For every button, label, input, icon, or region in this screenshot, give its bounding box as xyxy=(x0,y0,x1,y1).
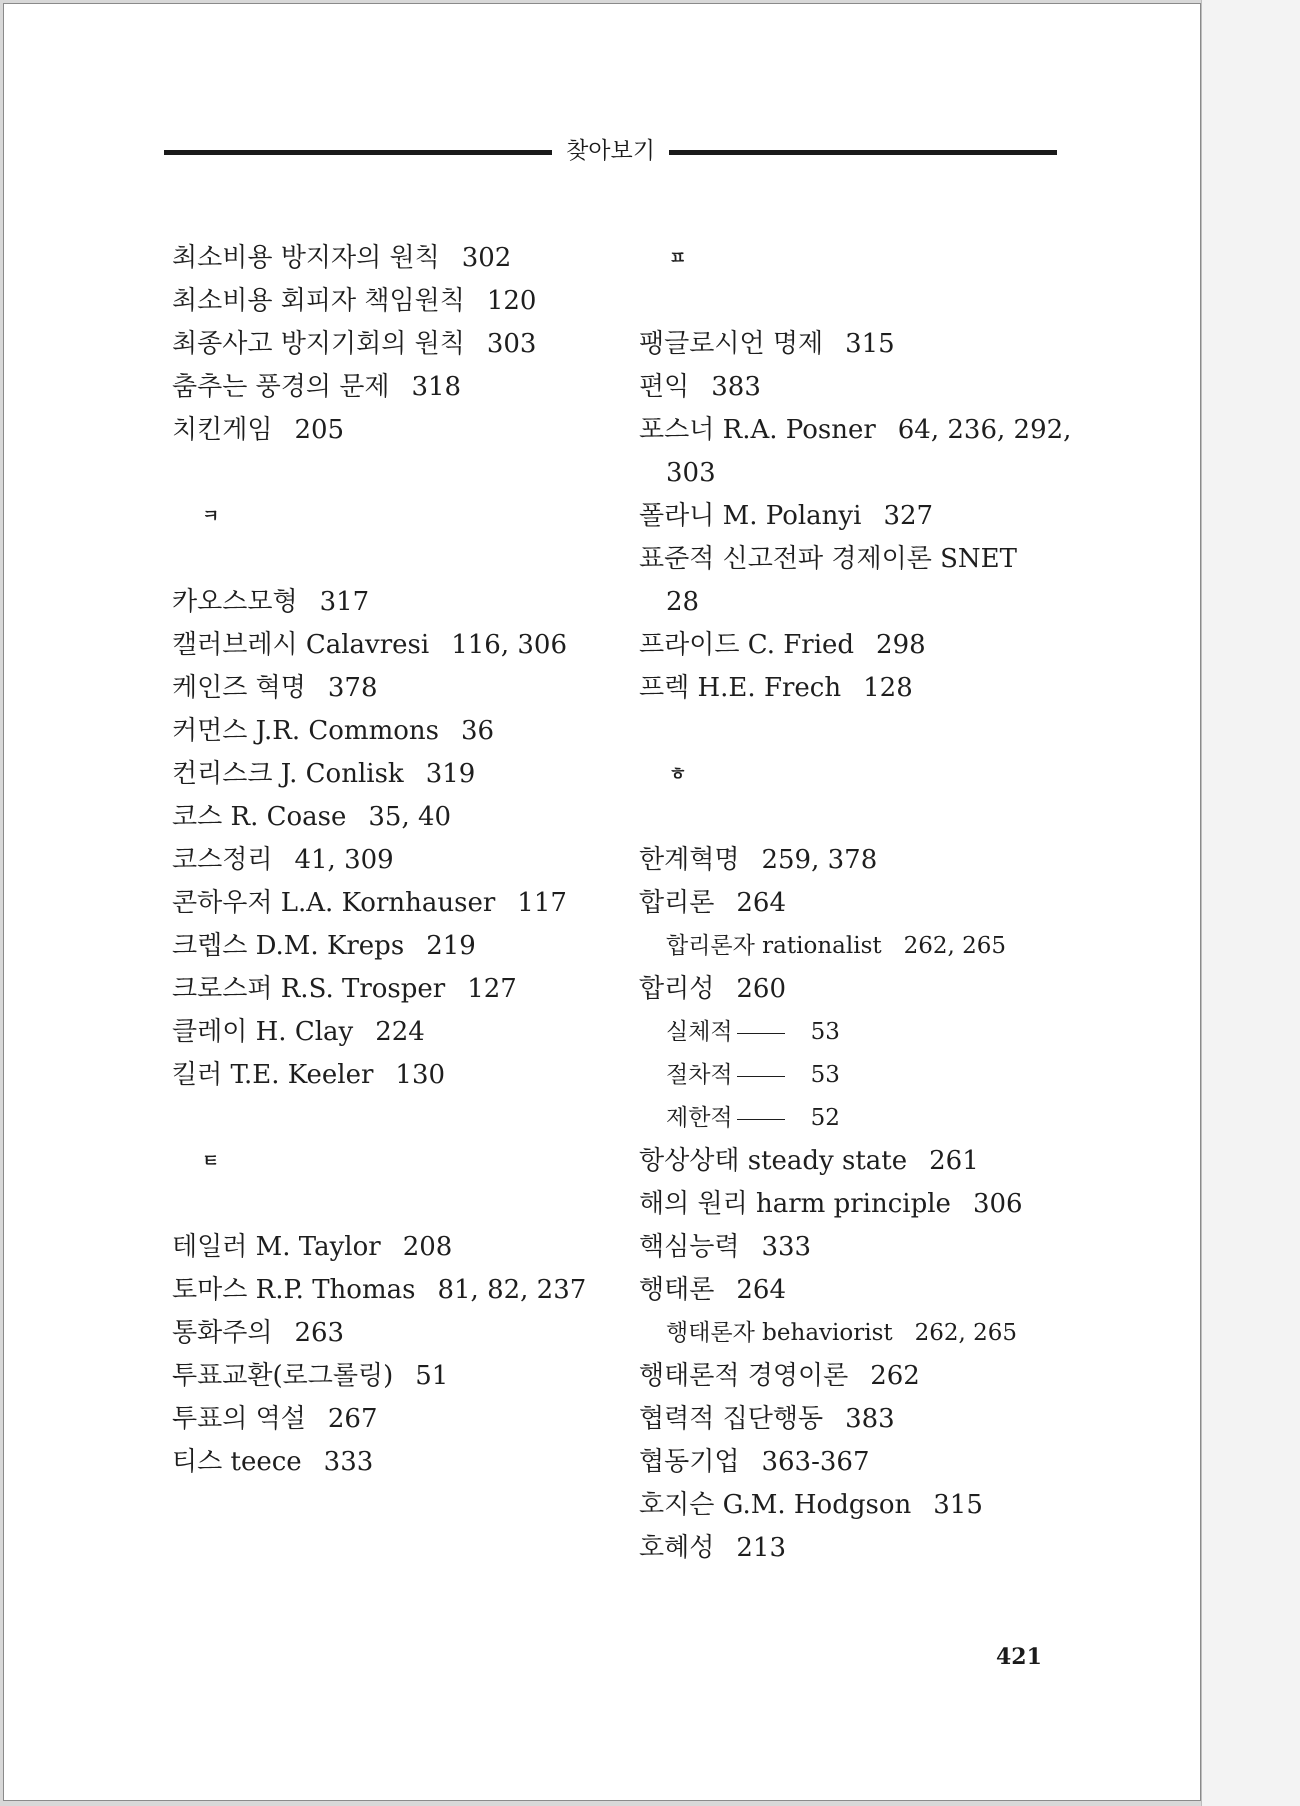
index-pages: 127 xyxy=(467,974,517,1004)
header-rule-left xyxy=(164,150,552,155)
index-term: 크렙스 D.M. Kreps xyxy=(172,931,405,961)
index-term: 항상상태 steady state xyxy=(639,1146,908,1176)
index-pages: 53 xyxy=(810,1062,840,1088)
index-pages: 130 xyxy=(395,1060,446,1090)
page-title: 찾아보기 xyxy=(566,138,655,164)
index-pages: 317 xyxy=(319,587,370,617)
index-entry xyxy=(639,323,1109,366)
index-term: 컨리스크 J. Conlisk xyxy=(172,759,404,789)
index-term: 테일러 M. Taylor xyxy=(172,1232,381,1262)
index-pages: 260 xyxy=(736,974,786,1004)
index-term: 합리성 xyxy=(639,974,715,1004)
section-letter-heading: ㅌ xyxy=(202,1151,220,1172)
index-column-left xyxy=(172,237,622,1484)
index-subentry xyxy=(639,1054,1109,1097)
index-pages: 264 xyxy=(736,1275,786,1305)
index-term: 한계혁명 xyxy=(639,845,740,875)
index-term: 콘하우저 L.A. Kornhauser xyxy=(172,888,496,918)
index-pages: 318 xyxy=(411,372,462,402)
index-pages: 319 xyxy=(425,759,476,789)
index-term: 코스정리 xyxy=(172,845,273,875)
spacer xyxy=(172,1097,622,1140)
index-pages: 208 xyxy=(402,1232,453,1262)
index-term: 최종사고 방지기회의 원칙 xyxy=(172,329,465,359)
index-term: 킬러 T.E. Keeler xyxy=(172,1060,374,1090)
index-pages: 262, 265 xyxy=(903,933,1007,959)
index-entry xyxy=(639,1140,1109,1183)
index-term: 합리론자 rationalist xyxy=(666,933,882,959)
index-term: 카오스모형 xyxy=(172,587,298,617)
index-entry xyxy=(172,1269,622,1312)
repeat-term-dash xyxy=(737,1033,785,1034)
index-term: 통화주의 xyxy=(172,1318,273,1348)
index-entry xyxy=(639,538,1109,581)
index-pages: 224 xyxy=(375,1017,425,1047)
index-term: 실체적 xyxy=(666,1019,733,1045)
index-pages: 262, 265 xyxy=(914,1320,1018,1346)
index-entry xyxy=(639,1355,1109,1398)
index-pages: 259, 378 xyxy=(761,845,878,875)
index-term: 폴라니 M. Polanyi xyxy=(639,501,862,531)
index-pages: 327 xyxy=(883,501,934,531)
index-pages: 213 xyxy=(736,1533,786,1563)
spacer xyxy=(172,452,622,495)
index-term: 팽글로시언 명제 xyxy=(639,329,824,359)
index-term: 투표교환(로그롤링) xyxy=(172,1361,394,1391)
index-entry xyxy=(172,1312,622,1355)
index-term: 프라이드 C. Fried xyxy=(639,630,855,660)
index-term: 제한적 xyxy=(666,1105,733,1131)
index-term: 핵심능력 xyxy=(639,1232,740,1262)
index-term: 크로스퍼 R.S. Trosper xyxy=(172,974,446,1004)
index-pages: 53 xyxy=(810,1019,840,1045)
index-pages: 333 xyxy=(761,1232,812,1262)
index-pages: 219 xyxy=(426,931,476,961)
index-term: 행태론 xyxy=(639,1275,715,1305)
index-pages: 261 xyxy=(929,1146,979,1176)
index-entry xyxy=(172,237,622,280)
section-letter-heading: ㅍ xyxy=(669,248,687,269)
index-term: 호혜성 xyxy=(639,1533,715,1563)
index-entry xyxy=(172,1441,622,1484)
index-entry xyxy=(639,1183,1109,1226)
index-term: 절차적 xyxy=(666,1062,733,1088)
index-entry xyxy=(172,624,622,667)
index-entry xyxy=(172,1226,622,1269)
index-pages: 378 xyxy=(327,673,378,703)
viewer-background xyxy=(1201,0,1300,1806)
document-page xyxy=(3,3,1201,1801)
index-pages: 35, 40 xyxy=(368,802,452,832)
page-number: 421 xyxy=(996,1644,1042,1670)
index-term: 치킨게임 xyxy=(172,415,273,445)
section-letter-heading: ㅋ xyxy=(202,506,220,527)
spacer xyxy=(639,796,1109,839)
index-entry xyxy=(639,409,1109,452)
index-pages: 117 xyxy=(517,888,567,918)
page-header xyxy=(164,131,1057,171)
index-entry xyxy=(639,495,1109,538)
index-entry xyxy=(172,710,622,753)
repeat-term-dash xyxy=(737,1119,785,1120)
index-pages: 383 xyxy=(711,372,761,402)
index-term: 표준적 신고전파 경제이론 SNET xyxy=(639,544,1017,574)
index-entry xyxy=(172,753,622,796)
index-pages: 36 xyxy=(460,716,495,746)
index-term: 편익 xyxy=(639,372,690,402)
index-entry xyxy=(172,409,622,452)
section-letter-heading: ㅎ xyxy=(669,764,687,785)
index-term: 프렉 H.E. Frech xyxy=(639,673,842,703)
index-pages: 306 xyxy=(972,1189,1023,1219)
index-term: 커먼스 J.R. Commons xyxy=(172,716,439,746)
repeat-term-dash xyxy=(737,1076,785,1077)
index-entry-continuation: 28 xyxy=(666,587,700,617)
index-entry xyxy=(172,968,622,1011)
index-pages: 262 xyxy=(870,1361,920,1391)
spacer xyxy=(639,280,1109,323)
index-entry xyxy=(639,1269,1109,1312)
index-term: 협력적 집단행동 xyxy=(639,1404,824,1434)
index-entry xyxy=(639,624,1109,667)
index-term: 캘러브레시 Calavresi xyxy=(172,630,430,660)
index-term: 포스너 R.A. Posner xyxy=(639,415,876,445)
index-column-right xyxy=(639,237,1109,1570)
index-term: 춤추는 풍경의 문제 xyxy=(172,372,390,402)
index-term: 클레이 H. Clay xyxy=(172,1017,354,1047)
index-entry xyxy=(172,366,622,409)
index-entry xyxy=(172,581,622,624)
index-pages: 52 xyxy=(810,1105,840,1131)
index-term: 최소비용 방지자의 원칙 xyxy=(172,243,440,273)
index-entry xyxy=(172,1355,622,1398)
index-pages: 298 xyxy=(876,630,926,660)
index-subentry xyxy=(639,1011,1109,1054)
index-pages: 383 xyxy=(845,1404,895,1434)
index-pages: 81, 82, 237 xyxy=(437,1275,587,1305)
index-subentry xyxy=(639,1312,1109,1355)
index-term: 투표의 역설 xyxy=(172,1404,306,1434)
spacer xyxy=(172,1183,622,1226)
index-term: 합리론 xyxy=(639,888,715,918)
header-rule-right xyxy=(669,150,1057,155)
index-entry-continuation: 303 xyxy=(666,458,716,488)
index-pages: 128 xyxy=(863,673,913,703)
index-pages: 64, 236, 292, xyxy=(897,415,1072,445)
index-term: 코스 R. Coase xyxy=(172,802,347,832)
index-entry xyxy=(639,968,1109,1011)
index-pages: 363-367 xyxy=(761,1447,870,1477)
index-entry xyxy=(172,280,622,323)
index-entry xyxy=(172,1011,622,1054)
index-entry xyxy=(172,925,622,968)
index-entry xyxy=(639,1226,1109,1269)
index-pages: 315 xyxy=(845,329,895,359)
index-pages: 205 xyxy=(294,415,345,445)
index-term: 티스 teece xyxy=(172,1447,302,1477)
index-term: 호지슨 G.M. Hodgson xyxy=(639,1490,912,1520)
index-pages: 264 xyxy=(736,888,786,918)
index-pages: 315 xyxy=(933,1490,983,1520)
index-entry xyxy=(172,796,622,839)
index-entry xyxy=(639,1441,1109,1484)
spacer xyxy=(639,710,1109,753)
index-term: 토마스 R.P. Thomas xyxy=(172,1275,416,1305)
index-pages: 51 xyxy=(415,1361,449,1391)
index-entry xyxy=(172,1054,622,1097)
index-pages: 303 xyxy=(486,329,537,359)
index-entry xyxy=(639,1398,1109,1441)
index-entry xyxy=(172,882,622,925)
index-term: 협동기업 xyxy=(639,1447,740,1477)
index-entry xyxy=(172,667,622,710)
index-entry xyxy=(172,1398,622,1441)
index-pages: 267 xyxy=(327,1404,378,1434)
index-entry xyxy=(639,366,1109,409)
index-entry xyxy=(639,882,1109,925)
index-entry xyxy=(639,839,1109,882)
index-term: 해의 원리 harm principle xyxy=(639,1189,951,1219)
index-pages: 302 xyxy=(461,243,512,273)
index-term: 행태론자 behaviorist xyxy=(666,1320,893,1346)
index-entry xyxy=(172,323,622,366)
index-subentry xyxy=(639,925,1109,968)
index-term: 케인즈 혁명 xyxy=(172,673,306,703)
index-pages: 263 xyxy=(294,1318,345,1348)
index-entry xyxy=(639,1527,1109,1570)
spacer xyxy=(172,538,622,581)
index-entry xyxy=(172,839,622,882)
index-term: 최소비용 회피자 책임원칙 xyxy=(172,286,465,316)
index-pages: 116, 306 xyxy=(451,630,567,660)
index-subentry xyxy=(639,1097,1109,1140)
index-pages: 120 xyxy=(486,286,537,316)
index-pages: 41, 309 xyxy=(294,845,394,875)
index-pages: 333 xyxy=(323,1447,374,1477)
index-entry xyxy=(639,1484,1109,1527)
index-term: 행태론적 경영이론 xyxy=(639,1361,849,1391)
index-entry xyxy=(639,667,1109,710)
